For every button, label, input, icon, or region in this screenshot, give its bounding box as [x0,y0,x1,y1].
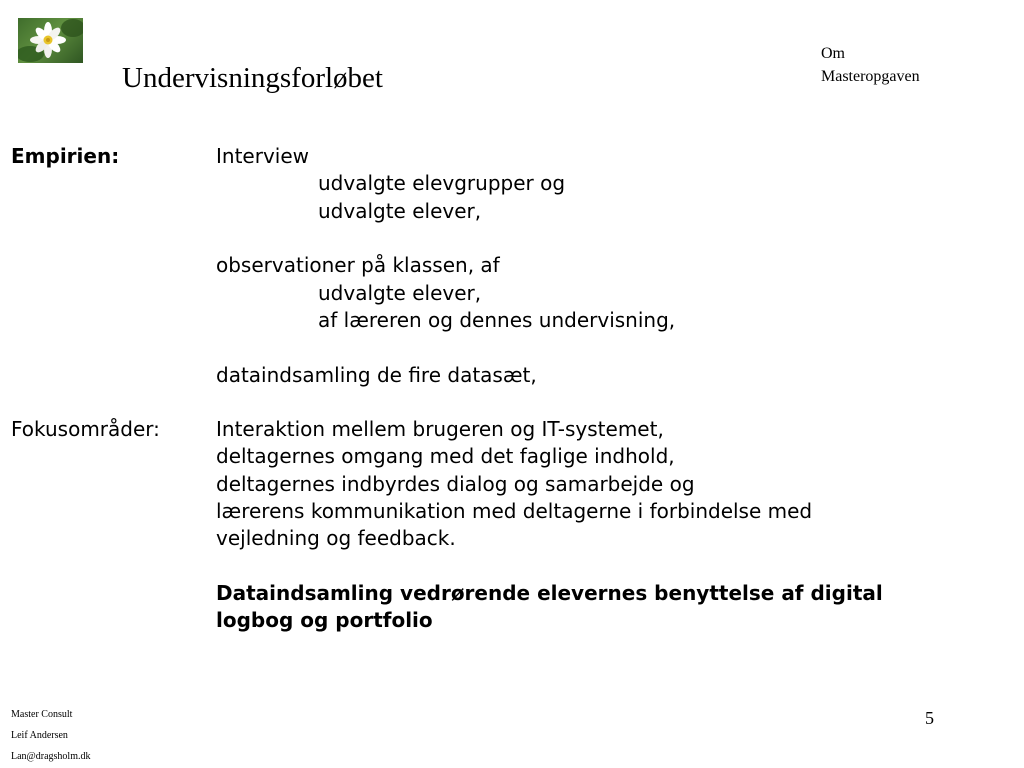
page-title: Undervisningsforløbet [122,62,383,94]
empirien-line: af læreren og dennes undervisning, [318,308,676,332]
empirien-line: udvalgte elever, [318,281,482,305]
fokus-bold-line: logbog og portfolio [216,608,433,632]
section-label-line-1: Om [821,45,845,62]
empirien-line: udvalgte elevgrupper og [318,171,566,195]
footer-email: Lan@dragsholm.dk [11,751,91,762]
footer-author: Leif Andersen [11,730,68,741]
fokus-bold-line: Dataindsamling vedrørende elevernes benyttelse af digital [216,581,883,605]
section-label-line-2: Masteropgaven [821,68,920,85]
fokus-line: deltagernes omgang med det faglige indhold, [216,444,675,468]
empirien-line: dataindsamling de fire datasæt, [216,363,537,387]
section-label [821,42,920,88]
fokus-line: Interaktion mellem brugeren og IT-systemet, [216,417,664,441]
empirien-line: Interview [216,144,309,168]
empirien-line: udvalgte elever, [318,199,482,223]
empirien-line: observationer på klassen, af [216,253,500,277]
footer-company: Master Consult [11,709,73,720]
fokus-label: Fokusområder: [11,417,160,441]
fokus-line: vejledning og feedback. [216,526,456,550]
fokus-line: deltagernes indbyrdes dialog og samarbejde og [216,472,695,496]
empirien-label: Empirien: [11,144,120,168]
fokus-line: lærerens kommunikation med deltagerne i forbindelse med [216,499,813,523]
page-number: 5 [925,708,934,728]
water-lily-icon [18,18,83,63]
